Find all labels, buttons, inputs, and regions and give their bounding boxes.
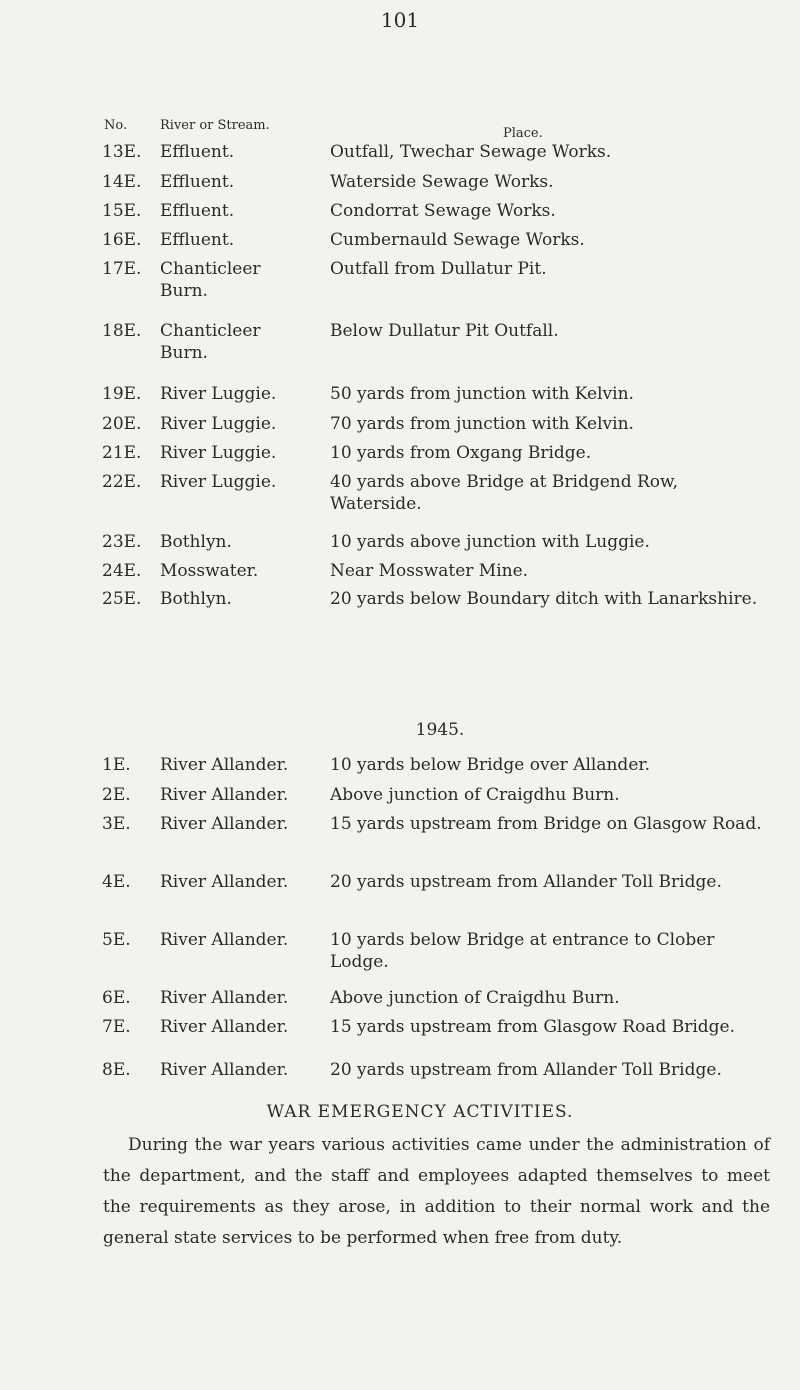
row-river: Effluent. [160, 172, 235, 192]
row-place: Condorrat Sewage Works. [330, 201, 556, 221]
row-number: 5E. [102, 930, 131, 950]
row-river: River Allander. [160, 1017, 289, 1037]
row-river: Bothlyn. [160, 532, 232, 552]
row-river: River Luggie. [160, 443, 277, 463]
row-river: River Allander. [160, 1060, 289, 1080]
row-place: 10 yards above junction with Luggie. [330, 532, 650, 552]
row-river: Chanticleer Burn. [160, 321, 261, 363]
row-river: River Allander. [160, 785, 289, 805]
body-paragraph: During the war years various activities came under the administration of the department, and the staff and employees adapted themselves to meet the requirements as they arose, in addition to their normal work and the general state services to be performed when free from duty. [103, 1135, 770, 1248]
row-number: 6E. [102, 988, 131, 1008]
row-place: 10 yards below Bridge over Allander. [330, 755, 651, 775]
row-river: River Allander. [160, 930, 289, 950]
row-place: 10 yards from Oxgang Bridge. [330, 443, 592, 463]
row-number: 18E. [102, 321, 142, 341]
row-place: 15 yards upstream from Glasgow Road Bridge. [330, 1017, 736, 1037]
row-number: 14E. [102, 172, 142, 192]
row-river: River Luggie. [160, 472, 277, 492]
row-place: 20 yards upstream from Allander Toll Bridge. [330, 872, 722, 892]
column-header-no: No. [104, 118, 128, 133]
row-river: Mosswater. [160, 561, 259, 581]
row-number: 7E. [102, 1017, 131, 1037]
row-place: Above junction of Craigdhu Burn. [330, 988, 620, 1008]
section-heading: WAR EMERGENCY ACTIVITIES. [266, 1102, 574, 1122]
row-river: Bothlyn. [160, 589, 232, 609]
row-number: 13E. [102, 142, 142, 162]
row-number: 22E. [102, 472, 142, 492]
row-number: 21E. [102, 443, 142, 463]
row-river: River Allander. [160, 872, 289, 892]
row-river: Effluent. [160, 201, 235, 221]
row-place: Outfall, Twechar Sewage Works. [330, 142, 612, 162]
year-heading: 1945. [415, 720, 465, 740]
row-number: 15E. [102, 201, 142, 221]
row-place: 20 yards upstream from Allander Toll Bridge. [330, 1060, 722, 1080]
row-number: 16E. [102, 230, 142, 250]
row-number: 3E. [102, 814, 131, 834]
row-place: 70 yards from junction with Kelvin. [330, 414, 634, 434]
row-number: 24E. [102, 561, 142, 581]
row-number: 20E. [102, 414, 142, 434]
row-place: 40 yards above Bridge at Bridgend Row, Waterside. [330, 472, 678, 514]
row-number: 19E. [102, 384, 142, 404]
row-place: Outfall from Dullatur Pit. [330, 259, 547, 279]
row-number: 25E. [102, 589, 142, 609]
row-place: 15 yards upstream from Bridge on Glasgow Road. [330, 814, 762, 834]
row-river: River Luggie. [160, 414, 277, 434]
page-number: 101 [380, 8, 420, 32]
row-river: Effluent. [160, 142, 235, 162]
row-place: Near Mosswater Mine. [330, 561, 529, 581]
row-river: River Allander. [160, 988, 289, 1008]
column-header-river: River or Stream. [160, 118, 270, 133]
row-river: Chanticleer Burn. [160, 259, 261, 301]
row-number: 23E. [102, 532, 142, 552]
row-place: 50 yards from junction with Kelvin. [330, 384, 634, 404]
row-number: 17E. [102, 259, 142, 279]
row-number: 8E. [102, 1060, 131, 1080]
row-place: Waterside Sewage Works. [330, 172, 554, 192]
row-number: 2E. [102, 785, 131, 805]
row-place: Above junction of Craigdhu Burn. [330, 785, 620, 805]
row-river: River Allander. [160, 755, 289, 775]
row-river: Effluent. [160, 230, 235, 250]
row-number: 1E. [102, 755, 131, 775]
row-number: 4E. [102, 872, 131, 892]
row-river: River Luggie. [160, 384, 277, 404]
row-river: River Allander. [160, 814, 289, 834]
column-header-place: Place. [503, 126, 543, 141]
row-place: 10 yards below Bridge at entrance to Clober Lodge. [330, 930, 715, 972]
row-place: Cumbernauld Sewage Works. [330, 230, 585, 250]
row-place: Below Dullatur Pit Outfall. [330, 321, 559, 341]
row-place: 20 yards below Boundary ditch with Lanarkshire. [330, 589, 758, 609]
